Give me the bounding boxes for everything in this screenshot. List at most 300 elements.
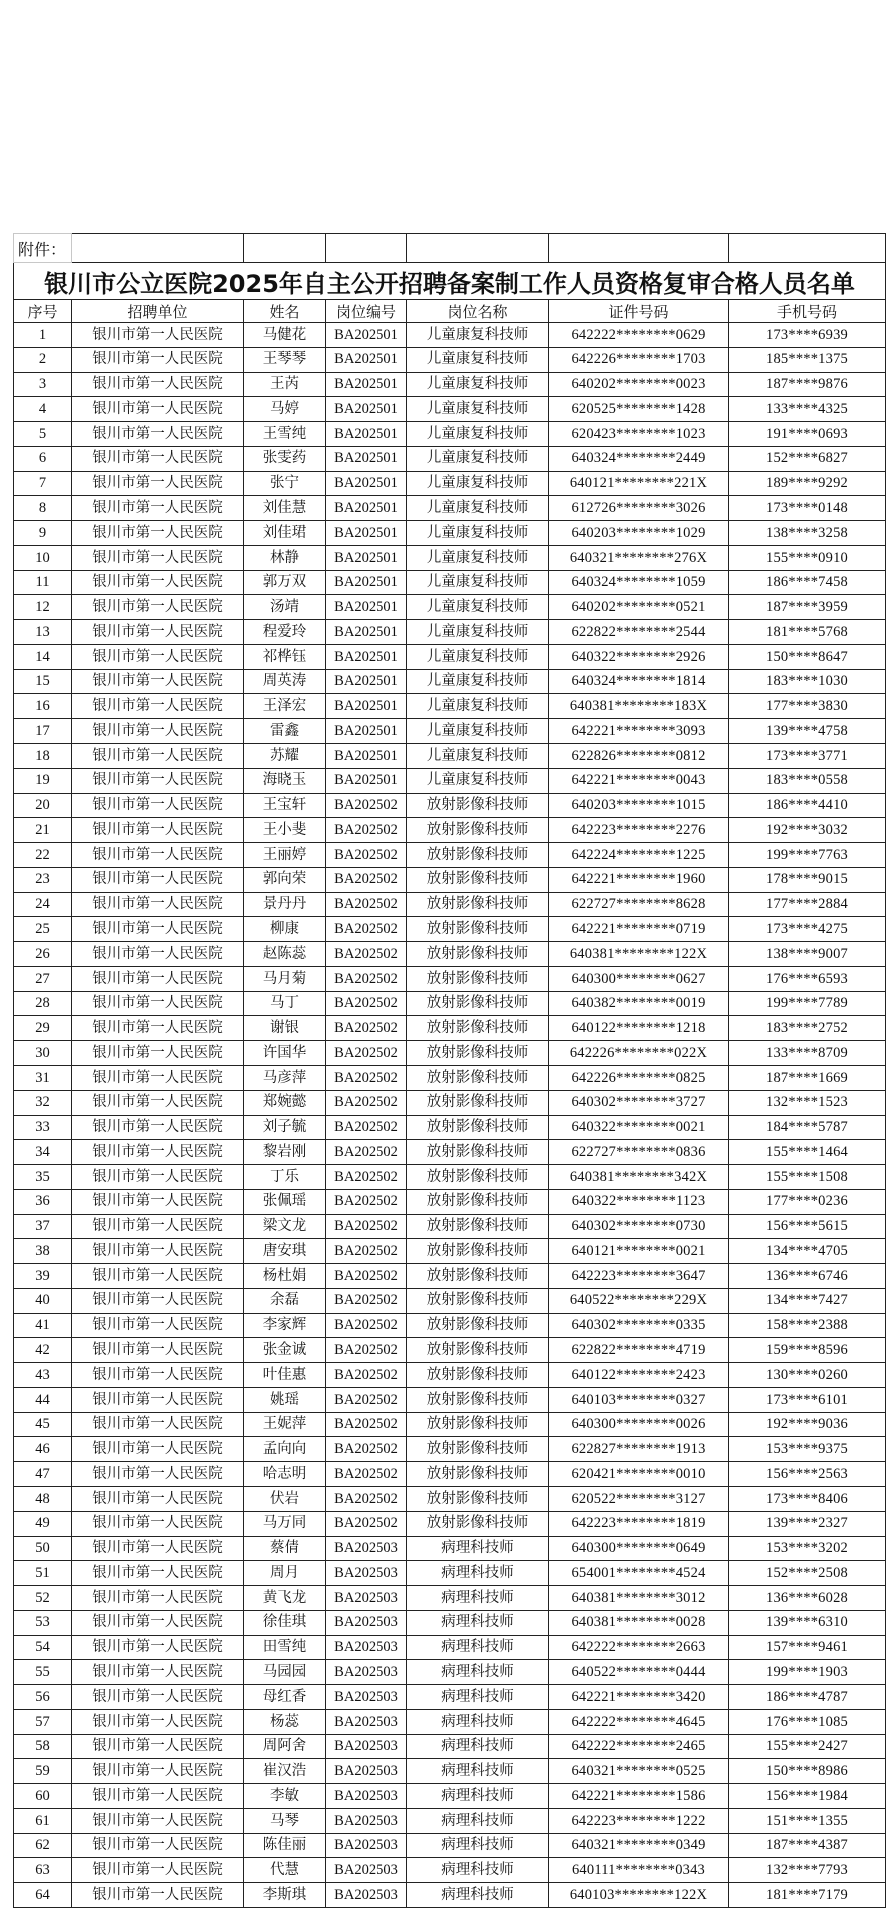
- seq-cell: 34: [14, 1140, 72, 1165]
- seq-cell: 41: [14, 1313, 72, 1338]
- phone-cell: 173****8406: [729, 1486, 886, 1511]
- id-number-cell: 640381********3012: [549, 1586, 729, 1611]
- unit-cell: 银川市第一人民医院: [72, 966, 244, 991]
- id-number-cell: 640203********1015: [549, 793, 729, 818]
- id-number-cell: 640322********0021: [549, 1115, 729, 1140]
- position-code-cell: BA202503: [326, 1561, 407, 1586]
- position-name-cell: 放射影像科技师: [407, 1189, 549, 1214]
- name-cell: 周月: [244, 1561, 326, 1586]
- phone-cell: 186****4787: [729, 1685, 886, 1710]
- seq-cell: 42: [14, 1338, 72, 1363]
- position-code-cell: BA202503: [326, 1833, 407, 1858]
- phone-cell: 158****2388: [729, 1313, 886, 1338]
- position-code-cell: BA202501: [326, 446, 407, 471]
- unit-cell: 银川市第一人民医院: [72, 942, 244, 967]
- id-number-cell: 640300********0026: [549, 1412, 729, 1437]
- table-row: [14, 1214, 886, 1239]
- table-row: [14, 545, 886, 570]
- name-cell: 丁乐: [244, 1165, 326, 1190]
- seq-cell: 47: [14, 1462, 72, 1487]
- id-number-cell: 642222********2465: [549, 1734, 729, 1759]
- position-code-cell: BA202502: [326, 1387, 407, 1412]
- position-name-cell: 病理科技师: [407, 1858, 549, 1883]
- position-name-cell: 病理科技师: [407, 1709, 549, 1734]
- seq-cell: 6: [14, 446, 72, 471]
- phone-cell: 184****5787: [729, 1115, 886, 1140]
- table-row: [14, 1239, 886, 1264]
- id-number-cell: 640321********0525: [549, 1759, 729, 1784]
- id-number-cell: 622827********1913: [549, 1437, 729, 1462]
- unit-cell: 银川市第一人民医院: [72, 1065, 244, 1090]
- name-cell: 张宁: [244, 471, 326, 496]
- position-code-cell: BA202501: [326, 694, 407, 719]
- phone-cell: 186****4410: [729, 793, 886, 818]
- seq-cell: 32: [14, 1090, 72, 1115]
- name-cell: 景丹丹: [244, 892, 326, 917]
- position-code-cell: BA202502: [326, 1189, 407, 1214]
- table-row: [14, 1536, 886, 1561]
- table-row: [14, 867, 886, 892]
- position-code-cell: BA202502: [326, 1016, 407, 1041]
- seq-cell: 3: [14, 372, 72, 397]
- seq-cell: 30: [14, 1041, 72, 1066]
- table-row: [14, 1511, 886, 1536]
- seq-cell: 22: [14, 843, 72, 868]
- seq-cell: 12: [14, 595, 72, 620]
- position-code-cell: BA202502: [326, 1338, 407, 1363]
- seq-cell: 53: [14, 1610, 72, 1635]
- position-code-cell: BA202502: [326, 1041, 407, 1066]
- position-name-cell: 病理科技师: [407, 1734, 549, 1759]
- position-code-cell: BA202502: [326, 1065, 407, 1090]
- table-row: [14, 496, 886, 521]
- name-cell: 王小斐: [244, 818, 326, 843]
- seq-cell: 26: [14, 942, 72, 967]
- name-cell: 林静: [244, 545, 326, 570]
- seq-cell: 13: [14, 620, 72, 645]
- position-code-cell: BA202501: [326, 372, 407, 397]
- id-number-cell: 642221********3420: [549, 1685, 729, 1710]
- unit-cell: 银川市第一人民医院: [72, 867, 244, 892]
- name-cell: 王丽婷: [244, 843, 326, 868]
- phone-cell: 156****5615: [729, 1214, 886, 1239]
- header-cell: 岗位编号: [326, 300, 407, 323]
- name-cell: 杨蕊: [244, 1709, 326, 1734]
- unit-cell: 银川市第一人民医院: [72, 595, 244, 620]
- position-code-cell: BA202502: [326, 1115, 407, 1140]
- position-code-cell: BA202503: [326, 1883, 407, 1908]
- seq-cell: 29: [14, 1016, 72, 1041]
- position-code-cell: BA202502: [326, 892, 407, 917]
- name-cell: 陈佳丽: [244, 1833, 326, 1858]
- table-row: [14, 669, 886, 694]
- unit-cell: 银川市第一人民医院: [72, 1858, 244, 1883]
- unit-cell: 银川市第一人民医院: [72, 1759, 244, 1784]
- table-row: [14, 1734, 886, 1759]
- id-number-cell: 640300********0649: [549, 1536, 729, 1561]
- position-name-cell: 儿童康复科技师: [407, 719, 549, 744]
- table-row: [14, 1635, 886, 1660]
- position-name-cell: 放射影像科技师: [407, 1041, 549, 1066]
- position-code-cell: BA202502: [326, 966, 407, 991]
- unit-cell: 银川市第一人民医院: [72, 793, 244, 818]
- seq-cell: 39: [14, 1264, 72, 1289]
- name-cell: 唐安琪: [244, 1239, 326, 1264]
- id-number-cell: 640202********0023: [549, 372, 729, 397]
- table-row: [14, 1808, 886, 1833]
- header-row: [14, 300, 886, 323]
- phone-cell: 152****2508: [729, 1561, 886, 1586]
- id-number-cell: 654001********4524: [549, 1561, 729, 1586]
- position-code-cell: BA202503: [326, 1808, 407, 1833]
- phone-cell: 155****1508: [729, 1165, 886, 1190]
- table-row: [14, 1759, 886, 1784]
- seq-cell: 40: [14, 1288, 72, 1313]
- table-row: [14, 1313, 886, 1338]
- id-number-cell: 642221********0719: [549, 917, 729, 942]
- unit-cell: 银川市第一人民医院: [72, 892, 244, 917]
- unit-cell: 银川市第一人民医院: [72, 1833, 244, 1858]
- position-name-cell: 儿童康复科技师: [407, 768, 549, 793]
- unit-cell: 银川市第一人民医院: [72, 1165, 244, 1190]
- position-name-cell: 放射影像科技师: [407, 818, 549, 843]
- table-row: [14, 1462, 886, 1487]
- seq-cell: 15: [14, 669, 72, 694]
- seq-cell: 10: [14, 545, 72, 570]
- unit-cell: 银川市第一人民医院: [72, 347, 244, 372]
- phone-cell: 153****3202: [729, 1536, 886, 1561]
- position-code-cell: BA202501: [326, 521, 407, 546]
- unit-cell: 银川市第一人民医院: [72, 1734, 244, 1759]
- table-row: [14, 1363, 886, 1388]
- phone-cell: 177****3830: [729, 694, 886, 719]
- phone-cell: 138****9007: [729, 942, 886, 967]
- id-number-cell: 640203********1029: [549, 521, 729, 546]
- position-code-cell: BA202501: [326, 323, 407, 348]
- name-cell: 谢银: [244, 1016, 326, 1041]
- unit-cell: 银川市第一人民医院: [72, 1090, 244, 1115]
- unit-cell: 银川市第一人民医院: [72, 1635, 244, 1660]
- phone-cell: 130****0260: [729, 1363, 886, 1388]
- seq-cell: 2: [14, 347, 72, 372]
- phone-cell: 185****1375: [729, 347, 886, 372]
- table-row: [14, 942, 886, 967]
- id-number-cell: 620421********0010: [549, 1462, 729, 1487]
- position-name-cell: 儿童康复科技师: [407, 644, 549, 669]
- position-code-cell: BA202502: [326, 1239, 407, 1264]
- position-name-cell: 放射影像科技师: [407, 1288, 549, 1313]
- seq-cell: 21: [14, 818, 72, 843]
- id-number-cell: 642223********3647: [549, 1264, 729, 1289]
- table-row: [14, 1561, 886, 1586]
- position-code-cell: BA202502: [326, 1437, 407, 1462]
- seq-cell: 52: [14, 1586, 72, 1611]
- position-name-cell: 放射影像科技师: [407, 1462, 549, 1487]
- table-row: [14, 397, 886, 422]
- name-cell: 黄飞龙: [244, 1586, 326, 1611]
- table-row: [14, 446, 886, 471]
- phone-cell: 191****0693: [729, 422, 886, 447]
- position-name-cell: 儿童康复科技师: [407, 744, 549, 769]
- id-number-cell: 642221********1586: [549, 1784, 729, 1809]
- name-cell: 马万同: [244, 1511, 326, 1536]
- id-number-cell: 640522********0444: [549, 1660, 729, 1685]
- id-number-cell: 642221********1960: [549, 867, 729, 892]
- table-row: [14, 521, 886, 546]
- table-row: [14, 991, 886, 1016]
- position-name-cell: 放射影像科技师: [407, 892, 549, 917]
- unit-cell: 银川市第一人民医院: [72, 446, 244, 471]
- unit-cell: 银川市第一人民医院: [72, 1412, 244, 1437]
- phone-cell: 199****1903: [729, 1660, 886, 1685]
- name-cell: 汤靖: [244, 595, 326, 620]
- seq-cell: 45: [14, 1412, 72, 1437]
- id-number-cell: 640103********0327: [549, 1387, 729, 1412]
- unit-cell: 银川市第一人民医院: [72, 991, 244, 1016]
- phone-cell: 156****1984: [729, 1784, 886, 1809]
- id-number-cell: 642226********1703: [549, 347, 729, 372]
- table-row: [14, 793, 886, 818]
- table-row: [14, 1140, 886, 1165]
- phone-cell: 192****3032: [729, 818, 886, 843]
- unit-cell: 银川市第一人民医院: [72, 1140, 244, 1165]
- position-name-cell: 放射影像科技师: [407, 1165, 549, 1190]
- name-cell: 程爱玲: [244, 620, 326, 645]
- phone-cell: 173****0148: [729, 496, 886, 521]
- unit-cell: 银川市第一人民医院: [72, 1610, 244, 1635]
- position-code-cell: BA202501: [326, 545, 407, 570]
- id-number-cell: 642226********022X: [549, 1041, 729, 1066]
- position-name-cell: 病理科技师: [407, 1635, 549, 1660]
- id-number-cell: 642223********1222: [549, 1808, 729, 1833]
- table-row: [14, 644, 886, 669]
- unit-cell: 银川市第一人民医院: [72, 1264, 244, 1289]
- id-number-cell: 622826********0812: [549, 744, 729, 769]
- table-row: [14, 570, 886, 595]
- unit-cell: 银川市第一人民医院: [72, 1808, 244, 1833]
- unit-cell: 银川市第一人民医院: [72, 1214, 244, 1239]
- id-number-cell: 642223********1819: [549, 1511, 729, 1536]
- unit-cell: 银川市第一人民医院: [72, 471, 244, 496]
- id-number-cell: 640121********0021: [549, 1239, 729, 1264]
- seq-cell: 59: [14, 1759, 72, 1784]
- id-number-cell: 640122********1218: [549, 1016, 729, 1041]
- unit-cell: 银川市第一人民医院: [72, 570, 244, 595]
- name-cell: 哈志明: [244, 1462, 326, 1487]
- name-cell: 刘佳珺: [244, 521, 326, 546]
- position-code-cell: BA202502: [326, 818, 407, 843]
- phone-cell: 132****1523: [729, 1090, 886, 1115]
- unit-cell: 银川市第一人民医院: [72, 545, 244, 570]
- position-code-cell: BA202501: [326, 768, 407, 793]
- position-code-cell: BA202501: [326, 644, 407, 669]
- seq-cell: 31: [14, 1065, 72, 1090]
- id-number-cell: 642226********0825: [549, 1065, 729, 1090]
- table-row: [14, 1412, 886, 1437]
- seq-cell: 28: [14, 991, 72, 1016]
- position-name-cell: 儿童康复科技师: [407, 669, 549, 694]
- id-number-cell: 640322********2926: [549, 644, 729, 669]
- table-row: [14, 1090, 886, 1115]
- table-row: [14, 1486, 886, 1511]
- unit-cell: 银川市第一人民医院: [72, 694, 244, 719]
- seq-cell: 51: [14, 1561, 72, 1586]
- id-number-cell: 640322********1123: [549, 1189, 729, 1214]
- id-number-cell: 640324********1059: [549, 570, 729, 595]
- table-row: [14, 892, 886, 917]
- unit-cell: 银川市第一人民医院: [72, 644, 244, 669]
- seq-cell: 36: [14, 1189, 72, 1214]
- seq-cell: 9: [14, 521, 72, 546]
- name-cell: 姚瑶: [244, 1387, 326, 1412]
- position-name-cell: 病理科技师: [407, 1610, 549, 1635]
- unit-cell: 银川市第一人民医院: [72, 744, 244, 769]
- seq-cell: 24: [14, 892, 72, 917]
- unit-cell: 银川市第一人民医院: [72, 1239, 244, 1264]
- position-name-cell: 儿童康复科技师: [407, 372, 549, 397]
- table-row: [14, 1338, 886, 1363]
- table-row: [14, 818, 886, 843]
- table-row: [14, 620, 886, 645]
- seq-cell: 44: [14, 1387, 72, 1412]
- name-cell: 李家辉: [244, 1313, 326, 1338]
- position-name-cell: 儿童康复科技师: [407, 323, 549, 348]
- id-number-cell: 640202********0521: [549, 595, 729, 620]
- seq-cell: 46: [14, 1437, 72, 1462]
- phone-cell: 159****8596: [729, 1338, 886, 1363]
- position-code-cell: BA202501: [326, 620, 407, 645]
- name-cell: 王雪纯: [244, 422, 326, 447]
- name-cell: 王琴琴: [244, 347, 326, 372]
- seq-cell: 64: [14, 1883, 72, 1908]
- phone-cell: 173****4275: [729, 917, 886, 942]
- header-cell: 岗位名称: [407, 300, 549, 323]
- name-cell: 许国华: [244, 1041, 326, 1066]
- id-number-cell: 640381********183X: [549, 694, 729, 719]
- header-cell: 证件号码: [549, 300, 729, 323]
- position-name-cell: 儿童康复科技师: [407, 471, 549, 496]
- position-name-cell: 病理科技师: [407, 1536, 549, 1561]
- id-number-cell: 622727********0836: [549, 1140, 729, 1165]
- unit-cell: 银川市第一人民医院: [72, 372, 244, 397]
- name-cell: 马琴: [244, 1808, 326, 1833]
- table-row: [14, 768, 886, 793]
- id-number-cell: 640300********0627: [549, 966, 729, 991]
- position-name-cell: 放射影像科技师: [407, 991, 549, 1016]
- id-number-cell: 640103********122X: [549, 1883, 729, 1908]
- seq-cell: 20: [14, 793, 72, 818]
- name-cell: 海晓玉: [244, 768, 326, 793]
- name-cell: 马婷: [244, 397, 326, 422]
- name-cell: 崔汉浩: [244, 1759, 326, 1784]
- header-cell: 序号: [14, 300, 72, 323]
- phone-cell: 136****6028: [729, 1586, 886, 1611]
- phone-cell: 138****3258: [729, 521, 886, 546]
- name-cell: 周英涛: [244, 669, 326, 694]
- unit-cell: 银川市第一人民医院: [72, 1115, 244, 1140]
- position-name-cell: 儿童康复科技师: [407, 496, 549, 521]
- position-name-cell: 病理科技师: [407, 1685, 549, 1710]
- attachment-row: [14, 234, 886, 263]
- table-row: [14, 422, 886, 447]
- id-number-cell: 642223********2276: [549, 818, 729, 843]
- position-code-cell: BA202501: [326, 422, 407, 447]
- position-name-cell: 放射影像科技师: [407, 917, 549, 942]
- id-number-cell: 642222********0629: [549, 323, 729, 348]
- position-code-cell: BA202501: [326, 570, 407, 595]
- position-name-cell: 放射影像科技师: [407, 1363, 549, 1388]
- phone-cell: 178****9015: [729, 867, 886, 892]
- header-cell: 招聘单位: [72, 300, 244, 323]
- name-cell: 余磊: [244, 1288, 326, 1313]
- position-code-cell: BA202503: [326, 1536, 407, 1561]
- name-cell: 刘子毓: [244, 1115, 326, 1140]
- unit-cell: 银川市第一人民医院: [72, 1883, 244, 1908]
- position-code-cell: BA202501: [326, 347, 407, 372]
- position-name-cell: 放射影像科技师: [407, 1214, 549, 1239]
- seq-cell: 7: [14, 471, 72, 496]
- position-code-cell: BA202503: [326, 1759, 407, 1784]
- name-cell: 李敏: [244, 1784, 326, 1809]
- name-cell: 郭向荣: [244, 867, 326, 892]
- position-code-cell: BA202502: [326, 1090, 407, 1115]
- table-row: [14, 372, 886, 397]
- id-number-cell: 640321********276X: [549, 545, 729, 570]
- position-code-cell: BA202502: [326, 1288, 407, 1313]
- position-name-cell: 放射影像科技师: [407, 1387, 549, 1412]
- unit-cell: 银川市第一人民医院: [72, 1511, 244, 1536]
- phone-cell: 176****1085: [729, 1709, 886, 1734]
- position-code-cell: BA202502: [326, 917, 407, 942]
- seq-cell: 61: [14, 1808, 72, 1833]
- position-name-cell: 病理科技师: [407, 1660, 549, 1685]
- name-cell: 孟向向: [244, 1437, 326, 1462]
- unit-cell: 银川市第一人民医院: [72, 917, 244, 942]
- title-row: [14, 263, 886, 300]
- table-row: [14, 843, 886, 868]
- position-code-cell: BA202503: [326, 1660, 407, 1685]
- position-name-cell: 儿童康复科技师: [407, 397, 549, 422]
- id-number-cell: 642222********4645: [549, 1709, 729, 1734]
- position-name-cell: 病理科技师: [407, 1784, 549, 1809]
- name-cell: 王泽宏: [244, 694, 326, 719]
- unit-cell: 银川市第一人民医院: [72, 521, 244, 546]
- name-cell: 郑婉懿: [244, 1090, 326, 1115]
- position-code-cell: BA202502: [326, 867, 407, 892]
- name-cell: 王宝轩: [244, 793, 326, 818]
- phone-cell: 176****6593: [729, 966, 886, 991]
- name-cell: 徐佳琪: [244, 1610, 326, 1635]
- unit-cell: 银川市第一人民医院: [72, 1041, 244, 1066]
- id-number-cell: 612726********3026: [549, 496, 729, 521]
- phone-cell: 134****7427: [729, 1288, 886, 1313]
- table-row: [14, 1858, 886, 1883]
- phone-cell: 173****6939: [729, 323, 886, 348]
- phone-cell: 199****7789: [729, 991, 886, 1016]
- seq-cell: 38: [14, 1239, 72, 1264]
- id-number-cell: 640381********122X: [549, 942, 729, 967]
- seq-cell: 16: [14, 694, 72, 719]
- phone-cell: 139****6310: [729, 1610, 886, 1635]
- id-number-cell: 620522********3127: [549, 1486, 729, 1511]
- position-name-cell: 放射影像科技师: [407, 867, 549, 892]
- id-number-cell: 642224********1225: [549, 843, 729, 868]
- phone-cell: 139****2327: [729, 1511, 886, 1536]
- unit-cell: 银川市第一人民医院: [72, 496, 244, 521]
- id-number-cell: 622727********8628: [549, 892, 729, 917]
- table-row: [14, 1288, 886, 1313]
- name-cell: 代慧: [244, 1858, 326, 1883]
